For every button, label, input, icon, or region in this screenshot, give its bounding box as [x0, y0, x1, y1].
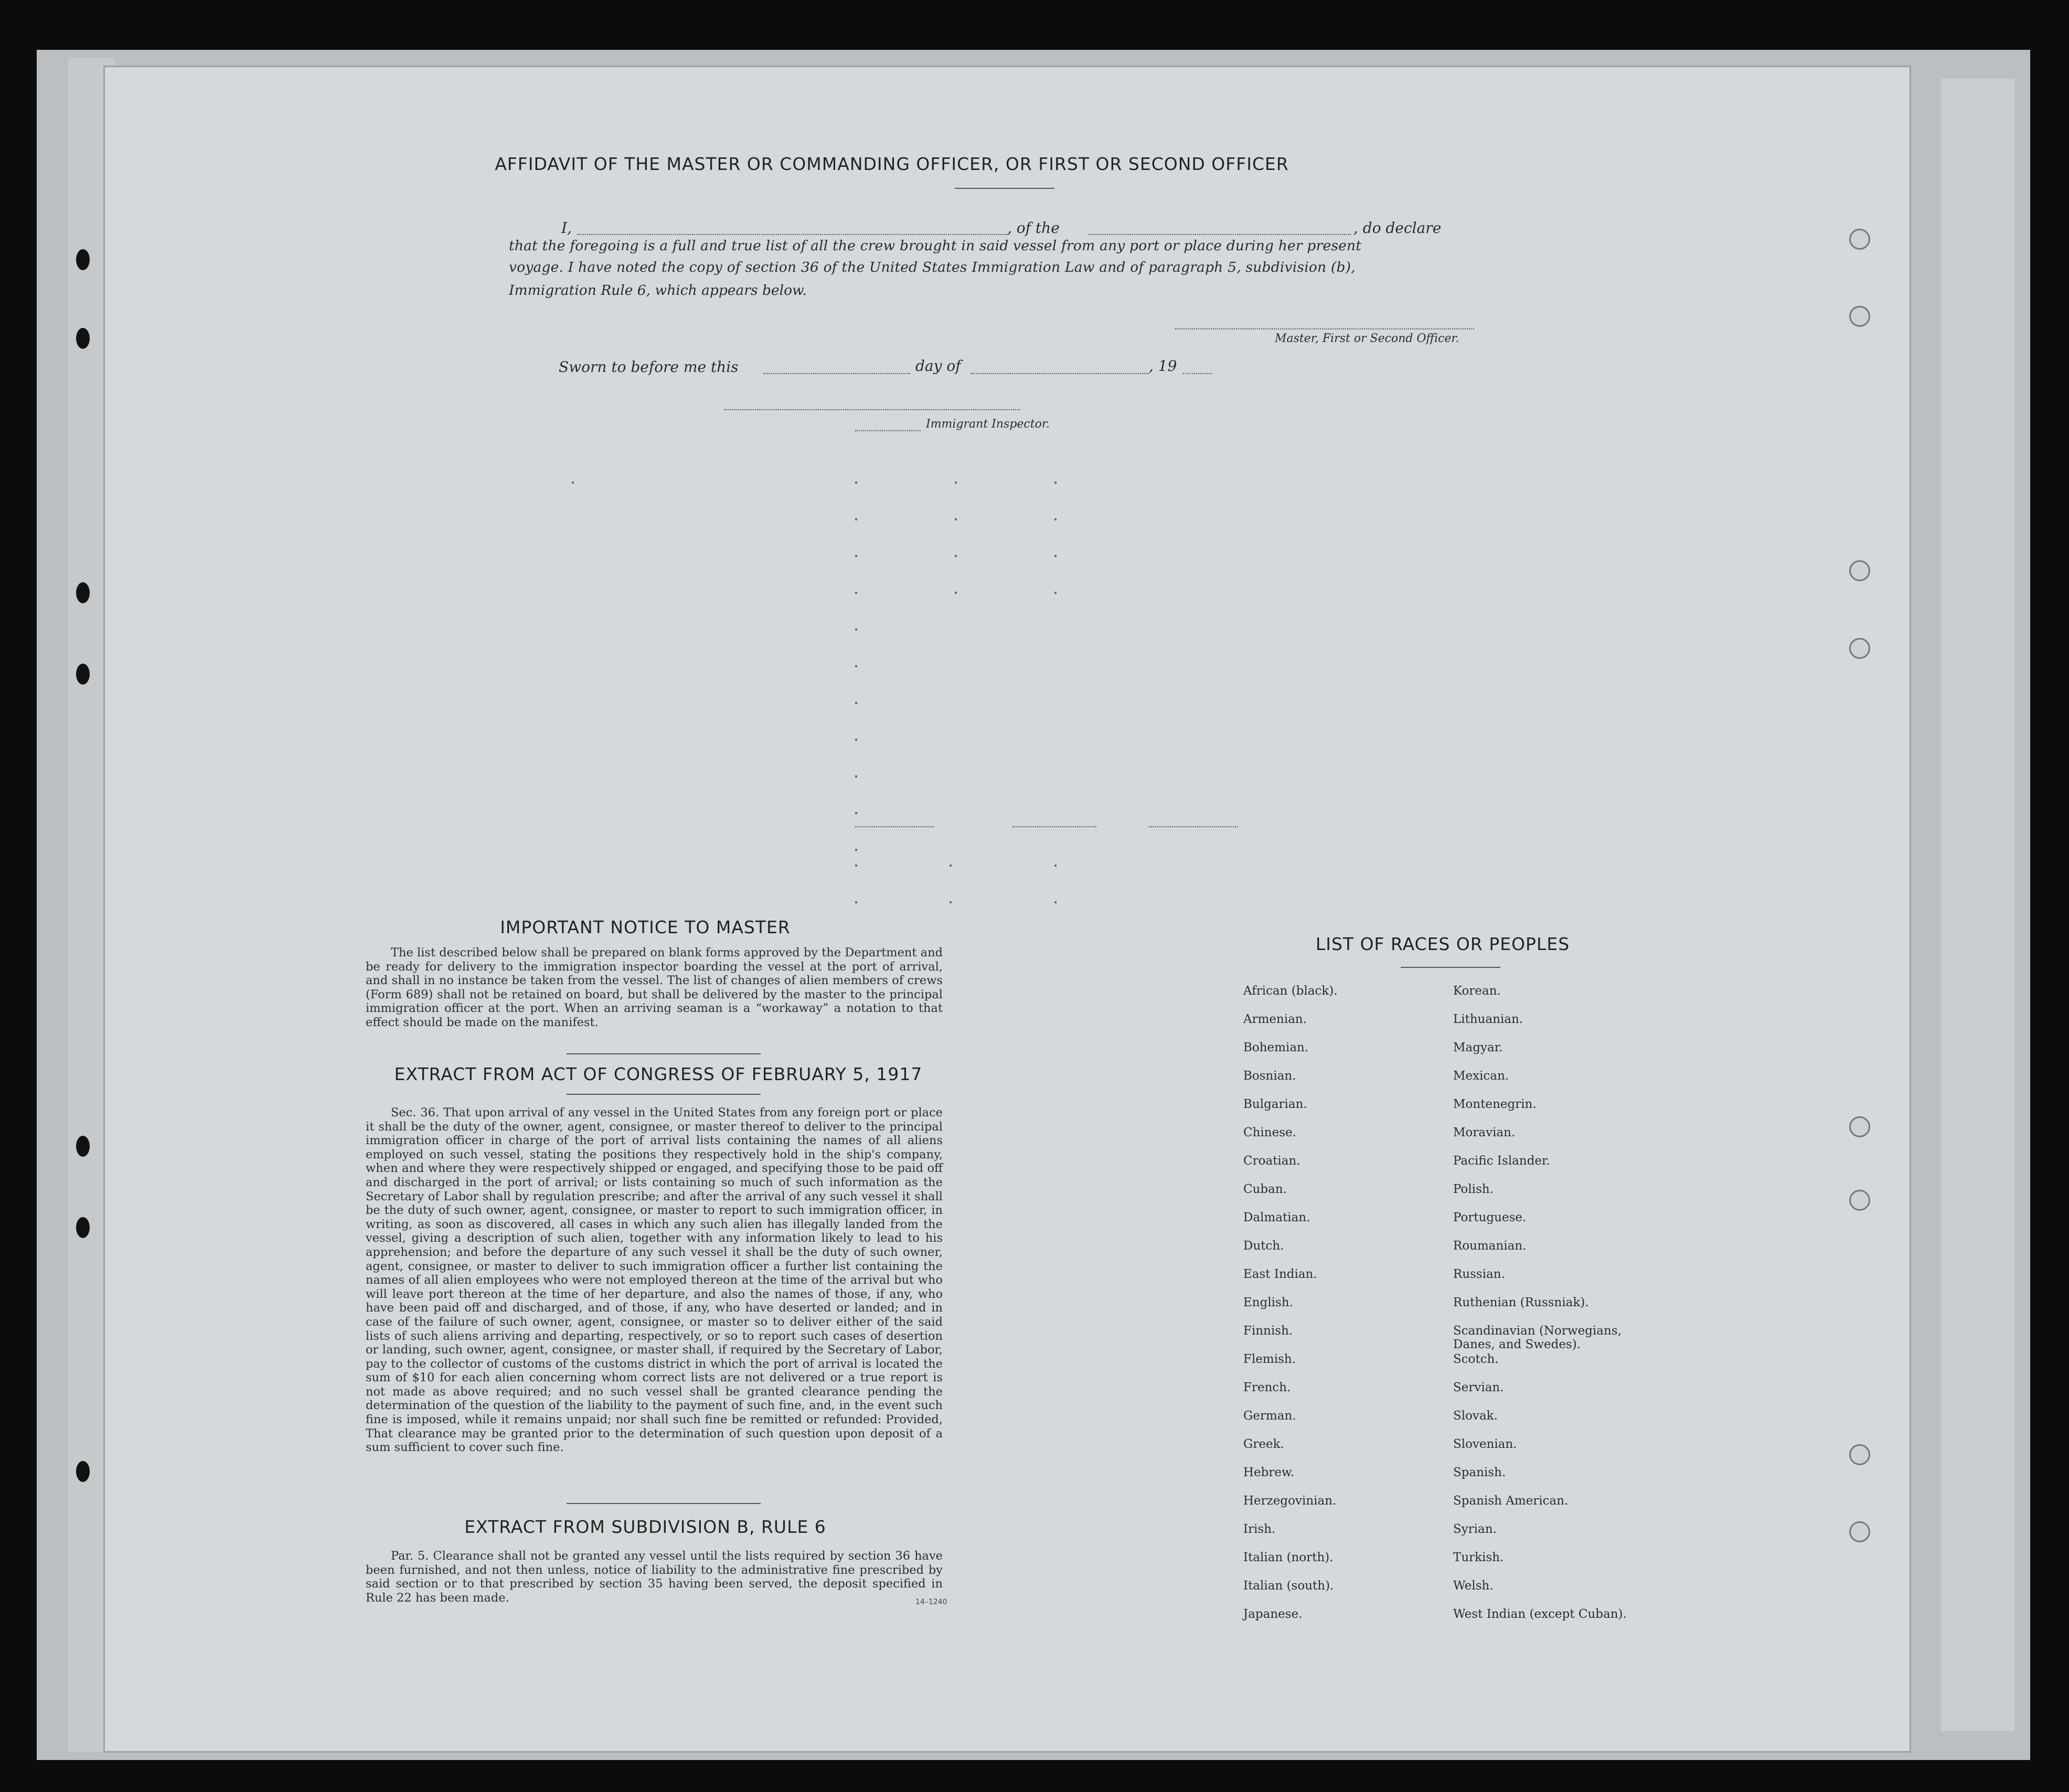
leader-dot [855, 482, 857, 484]
notice-title: IMPORTANT NOTICE TO MASTER [500, 917, 791, 937]
race-item: Welsh. [1453, 1579, 1494, 1593]
notice-body: The list described below shall be prepared on blank forms approved by the Department and be ready for delivery to the immigration inspector boarding the vessel at the port of arrival, and shall in no instance be taken from the vessel. The list of changes of alien members of crews (Form 689) shall not be retained on board, but shall be delivered by the master to the principal immigration officer at the port. When an arriving seaman is a “workaway” a notation to that effect should be made on the manifest. [366, 946, 943, 1029]
races-left-column [1243, 984, 1443, 1636]
race-item: German. [1243, 1409, 1296, 1423]
binding-hole [76, 328, 90, 349]
leader-dot [855, 665, 857, 667]
race-item: Bohemian. [1243, 1041, 1309, 1054]
act-title: EXTRACT FROM ACT OF CONGRESS OF FEBRUARY 5, 1917 [394, 1064, 923, 1084]
affidavit-line-2: that the foregoing is a full and true list of all the crew brought in said vessel from any port or place during her present [509, 238, 1362, 254]
leader-dot [955, 592, 957, 594]
ring-marker [1849, 638, 1870, 659]
act-title-rule [567, 1094, 761, 1095]
leader-dot [955, 518, 957, 520]
race-item: Flemish. [1243, 1352, 1296, 1366]
leader-dot [955, 482, 957, 484]
race-item: Syrian. [1453, 1522, 1497, 1536]
race-item: Scandinavian (Norwegians, Danes, and Swedes). [1453, 1324, 1622, 1351]
race-item: Chinese. [1243, 1126, 1296, 1139]
leader-dot [1054, 865, 1057, 867]
leader-dot [855, 865, 857, 867]
race-item: Pacific Islander. [1453, 1154, 1550, 1168]
ring-marker [1849, 1521, 1870, 1542]
leader-dash-row [855, 826, 934, 827]
race-item: Bulgarian. [1243, 1097, 1307, 1111]
race-item: Korean. [1453, 984, 1501, 998]
race-item: Russian. [1453, 1267, 1505, 1281]
race-item: Greek. [1243, 1437, 1284, 1451]
binding-hole [76, 664, 90, 685]
binding-hole [76, 582, 90, 603]
race-item: Japanese. [1243, 1607, 1303, 1621]
leader-dot [955, 555, 957, 557]
leader-dot [1054, 901, 1057, 903]
race-item: Montenegrin. [1453, 1097, 1537, 1111]
race-item: Irish. [1243, 1522, 1276, 1536]
notice-rule [567, 1053, 761, 1054]
ring-marker [1849, 1116, 1870, 1137]
affidavit-title: AFFIDAVIT OF THE MASTER OR COMMANDING OFFICER, OR FIRST OR SECOND OFFICER [495, 154, 1289, 174]
race-item: Finnish. [1243, 1324, 1293, 1338]
leader-dot [855, 518, 857, 520]
affidavit-i-label: I, [561, 219, 572, 237]
race-item: Mexican. [1453, 1069, 1509, 1083]
manifest-back-page [105, 67, 1910, 1751]
act-end-rule [567, 1503, 761, 1504]
race-item: Moravian. [1453, 1126, 1516, 1139]
leader-dot [572, 482, 574, 484]
affidavit-of-the-label: , of the [1007, 219, 1060, 237]
ring-marker [1849, 1444, 1870, 1465]
leader-dot [1054, 592, 1057, 594]
race-item: Slovenian. [1453, 1437, 1517, 1451]
leader-dot [855, 739, 857, 741]
inspector-caption: Immigrant Inspector. [926, 418, 1050, 431]
binding-hole [76, 1461, 90, 1482]
race-item: Bosnian. [1243, 1069, 1296, 1083]
race-item: Armenian. [1243, 1012, 1307, 1026]
leader-dot [855, 901, 857, 903]
affidavit-declare-label: , do declare [1353, 219, 1442, 237]
race-item: West Indian (except Cuban). [1453, 1607, 1627, 1621]
rule-body: Par. 5. Clearance shall not be granted any vessel until the lists required by section 36 have been furnished, and not then unless, notice of liability to the administrative fine prescribed by said section or to that prescribed by section 35 having been served, the deposit specified in Rule 22 has been made. [366, 1549, 943, 1605]
race-item: Magyar. [1453, 1041, 1503, 1054]
name-blank[interactable] [577, 234, 1007, 235]
race-item: Slovak. [1453, 1409, 1498, 1423]
binding-hole [76, 249, 90, 270]
race-item: Italian (south). [1243, 1579, 1334, 1593]
leader-dot [1054, 482, 1057, 484]
leader-dash-row [1149, 826, 1238, 827]
race-item: Spanish. [1453, 1466, 1506, 1479]
race-item: Croatian. [1243, 1154, 1300, 1168]
sworn-year-blank[interactable] [1183, 373, 1212, 374]
binding-hole [76, 1136, 90, 1157]
affidavit-line-4: Immigration Rule 6, which appears below. [509, 282, 807, 298]
race-item: Spanish American. [1453, 1494, 1569, 1508]
affidavit-title-rule [955, 188, 1054, 189]
race-item: Lithuanian. [1453, 1012, 1523, 1026]
ring-marker [1849, 306, 1870, 327]
race-item: African (black). [1243, 984, 1338, 998]
race-item: Cuban. [1243, 1182, 1287, 1196]
leader-dash-row [1012, 826, 1096, 827]
leader-dot [855, 702, 857, 704]
races-right-column [1453, 984, 1642, 1636]
sworn-day-blank[interactable] [763, 373, 910, 374]
race-item: Servian. [1453, 1381, 1504, 1394]
races-title: LIST OF RACES OR PEOPLES [1315, 934, 1570, 954]
ring-marker [1849, 560, 1870, 581]
race-item: Dutch. [1243, 1239, 1284, 1253]
race-item: English. [1243, 1296, 1293, 1309]
page-stack-right-edge [1941, 79, 2014, 1731]
leader-dot [855, 555, 857, 557]
race-item: Turkish. [1453, 1551, 1504, 1564]
act-body: Sec. 36. That upon arrival of any vessel in the United States from any foreign port or place it shall be the duty of the owner, agent, consignee, or master thereof to deliver to the principal immigration officer in charge of the port of arrival lists containing the names of all aliens employed on such vessel, stating the positions they respectively hold in the ship's company, when and where they were respectively shipped or engaged, and specifying those to be paid off and discharged in the port of arrival; or lists containing so much of such information as the Secretary of Labor shall by regulation prescribe; and after the arrival of any such vessel it shall be the duty of such owner, agent, consignee, or master to report to such immigration officer, in writing, as soon as discovered, all cases in which any such alien has illegally landed from the vessel, giving a description of such alien, together with any information likely to lead to his apprehension; and before the departure of any such vessel it shall be the duty of such owner, agent, consignee, or master to deliver to such immigration officer a further list containing the names of all alien employees who were not employed thereon at the time of the arrival but who will leave port thereon at the time of her departure, and also the names of those, if any, who have been paid off and discharged, and of those, if any, who have deserted or landed; and in case of the failure of such owner, agent, consignee, or master so to deliver either of the said lists of such aliens arriving and departing, respectively, or so to report such cases of desertion or landing, such owner, agent, consignee, or master shall, if required by the Secretary of Labor, pay to the collector of customs of the customs district in which the port of arrival is located the sum of $10 for each alien concerning whom correct lists are not delivered or a true report is not made as above required; and no such vessel shall be granted clearance pending the determination of the question of the liability to the payment of such fine, and, in the event such fine is imposed, while it remains unpaid; nor shall such fine be remitted or refunded: Provided, That clearance may be granted prior to the determination of such question upon deposit of a sum sufficient to cover such fine. [366, 1106, 943, 1455]
rule-title: EXTRACT FROM SUBDIVISION B, RULE 6 [464, 1517, 826, 1537]
inspector-lead-line [855, 430, 921, 431]
race-item: Italian (north). [1243, 1551, 1334, 1564]
sworn-month-blank[interactable] [970, 373, 1149, 374]
race-item: Hebrew. [1243, 1466, 1295, 1479]
race-item: Ruthenian (Russniak). [1453, 1296, 1589, 1309]
ring-marker [1849, 229, 1870, 250]
races-title-rule [1401, 967, 1500, 968]
affidavit-line-3: voyage. I have noted the copy of section 36 of the United States Immigration Law and of paragraph 5, subdivision (b), [509, 259, 1356, 275]
race-item: East Indian. [1243, 1267, 1317, 1281]
leader-dot [950, 901, 952, 903]
form-number: 14–1240 [915, 1598, 947, 1606]
race-item: French. [1243, 1381, 1291, 1394]
leader-dot [1054, 555, 1057, 557]
sworn-label: Sworn to before me this [559, 358, 739, 376]
race-item: Scotch. [1453, 1352, 1499, 1366]
leader-dot [855, 628, 857, 631]
leader-dot [855, 592, 857, 594]
binding-hole [76, 1217, 90, 1238]
day-of-label: day of [915, 357, 961, 375]
leader-dot [855, 849, 857, 851]
race-item: Portuguese. [1453, 1211, 1527, 1224]
race-item: Polish. [1453, 1182, 1494, 1196]
officer-signature-line[interactable] [1175, 328, 1474, 329]
vessel-blank[interactable] [1089, 234, 1351, 235]
race-item: Dalmatian. [1243, 1211, 1310, 1224]
race-item: Herzegovinian. [1243, 1494, 1337, 1508]
leader-dot [855, 812, 857, 814]
inspector-signature-line[interactable] [724, 409, 1020, 410]
officer-caption: Master, First or Second Officer. [1275, 332, 1459, 345]
ring-marker [1849, 1190, 1870, 1211]
leader-dot [1054, 518, 1057, 520]
race-item: Roumanian. [1453, 1239, 1527, 1253]
leader-dot [950, 865, 952, 867]
year-label: , 19 [1149, 357, 1177, 375]
leader-dot [855, 775, 857, 777]
